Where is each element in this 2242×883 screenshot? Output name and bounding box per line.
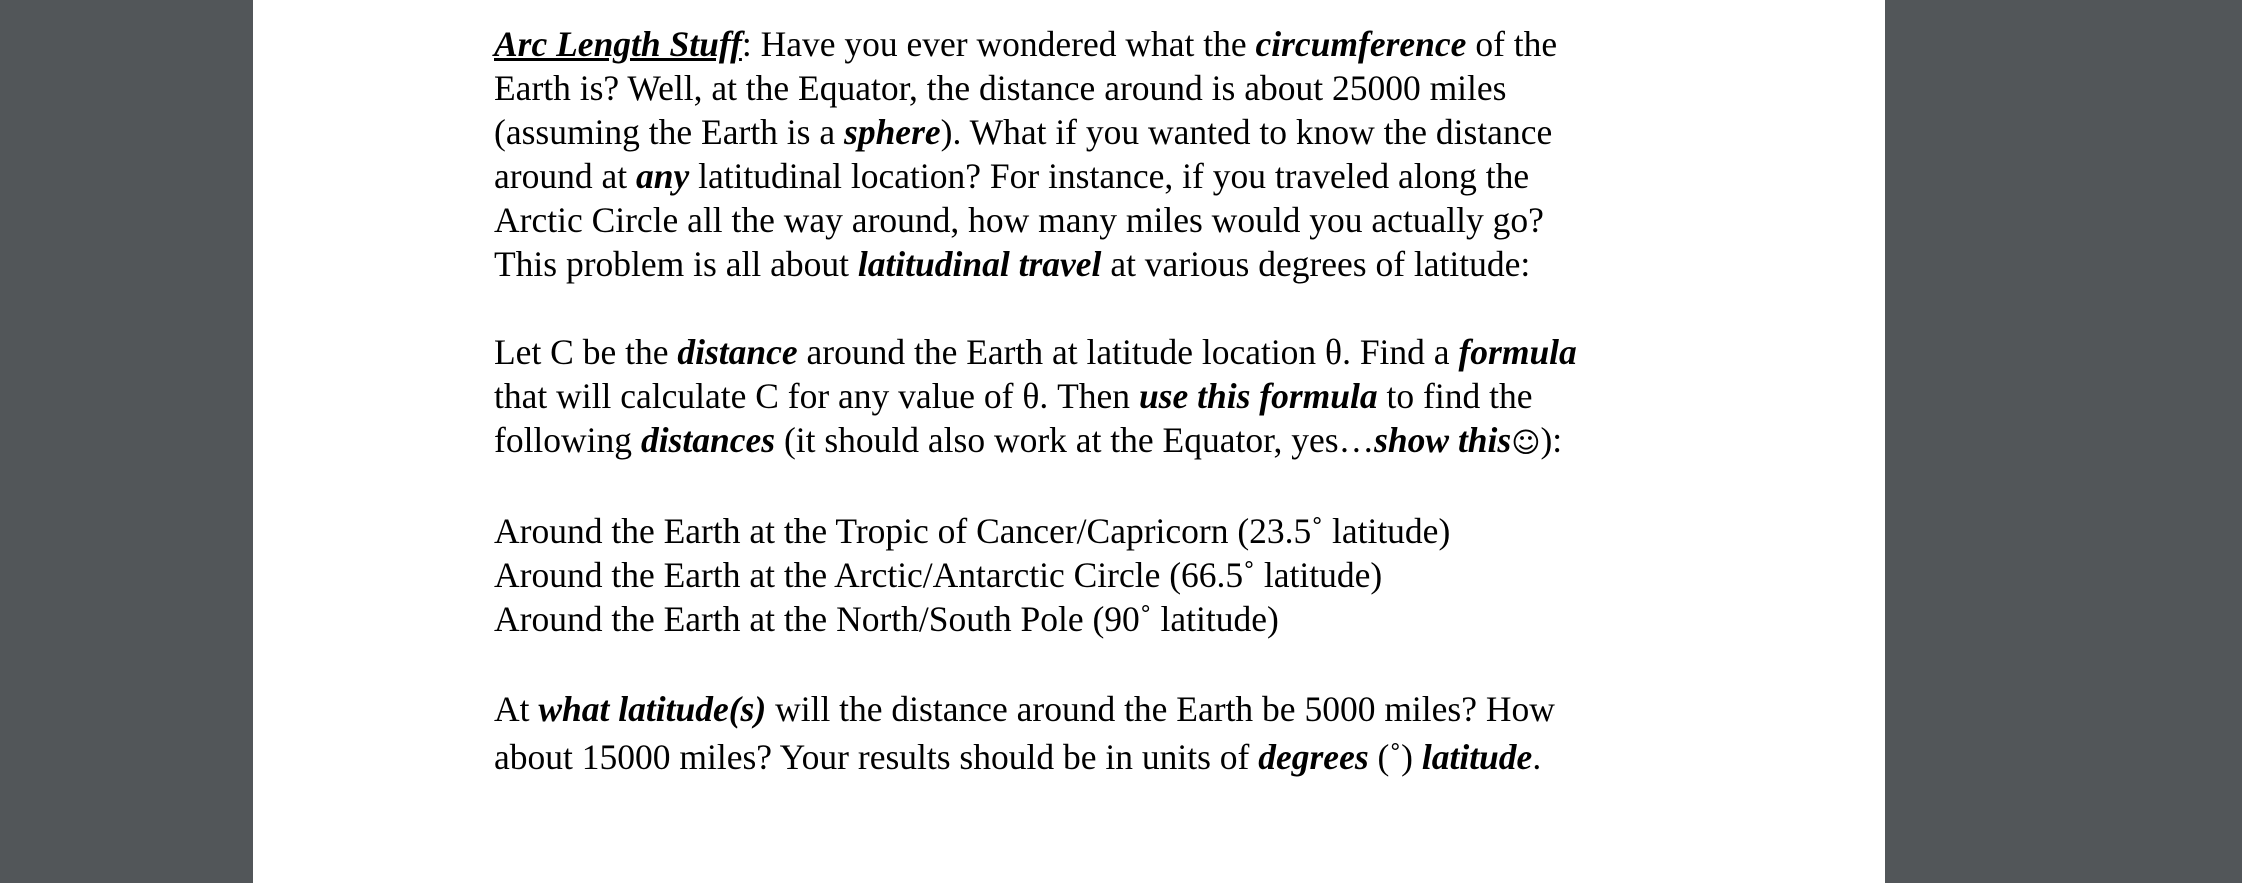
text-line [494,198,1674,242]
emphasis: formula [1458,332,1577,372]
text-line [494,110,1674,154]
text-line [494,154,1674,198]
text-run: (˚) [1368,737,1422,777]
document-page [253,0,1885,883]
text-line [494,685,1674,733]
text-run: that will calculate C for any value of θ. Then [494,376,1139,416]
text-run: Arctic Circle all the way around, how many miles would you actually go? [494,200,1544,240]
formula-paragraph [494,330,1674,465]
text-run: Earth is? Well, at the Equator, the distance around is about 25000 miles [494,68,1507,108]
smiley-icon: ☺ [1511,426,1541,459]
intro-paragraph [494,22,1674,286]
text-run: . [1532,737,1542,777]
text-run: latitudinal location? For instance, if you traveled along the [689,156,1530,196]
document-content [494,22,1674,781]
text-run: around at [494,156,636,196]
emphasis: show this [1374,420,1512,460]
text-run: about 15000 miles? Your results should be in units of [494,737,1259,777]
text-run: around the Earth at latitude location θ. Find a [797,332,1459,372]
text-run: of the [1466,24,1558,64]
text-run: (assuming the Earth is a [494,112,844,152]
paragraph-gap [494,286,1674,330]
text-run: to find the [1377,376,1533,416]
text-run: following [494,420,641,460]
section-title: Arc Length Stuff [494,24,742,64]
emphasis: what latitude(s) [538,689,767,729]
emphasis: sphere [844,112,941,152]
latitude-list [494,509,1674,641]
text-line [494,242,1674,286]
emphasis: use this formula [1138,376,1378,416]
paragraph-gap [494,465,1674,509]
emphasis: distances [640,420,776,460]
text-run: Let C be the [494,332,678,372]
text-line [494,418,1674,465]
text-line [494,22,1674,66]
text-run: ). What if you wanted to know the distance [940,112,1553,152]
emphasis: any [635,156,690,196]
text-line [494,66,1674,110]
text-run: : Have you ever wondered what the [741,24,1256,64]
list-item: Around the Earth at the Arctic/Antarctic Circle (66.5˚ latitude) [494,555,1383,595]
text-run: ): [1540,420,1563,460]
text-run: (it should also work at the Equator, yes… [775,420,1375,460]
emphasis: latitudinal travel [857,244,1102,284]
emphasis: circumference [1255,24,1467,64]
text-run: at various degrees of latitude: [1101,244,1531,284]
list-item: Around the Earth at the North/South Pole (90˚ latitude) [494,599,1279,639]
text-run: At [494,689,539,729]
emphasis: degrees [1258,737,1369,777]
text-line [494,733,1674,781]
paragraph-gap [494,641,1674,685]
text-line [494,330,1674,374]
text-run: This problem is all about [494,244,858,284]
text-run: will the distance around the Earth be 5000 miles? How [766,689,1555,729]
question-paragraph [494,685,1674,781]
emphasis: latitude [1421,737,1533,777]
text-line [494,374,1674,418]
list-item: Around the Earth at the Tropic of Cancer/Capricorn (23.5˚ latitude) [494,511,1451,551]
emphasis: distance [677,332,798,372]
